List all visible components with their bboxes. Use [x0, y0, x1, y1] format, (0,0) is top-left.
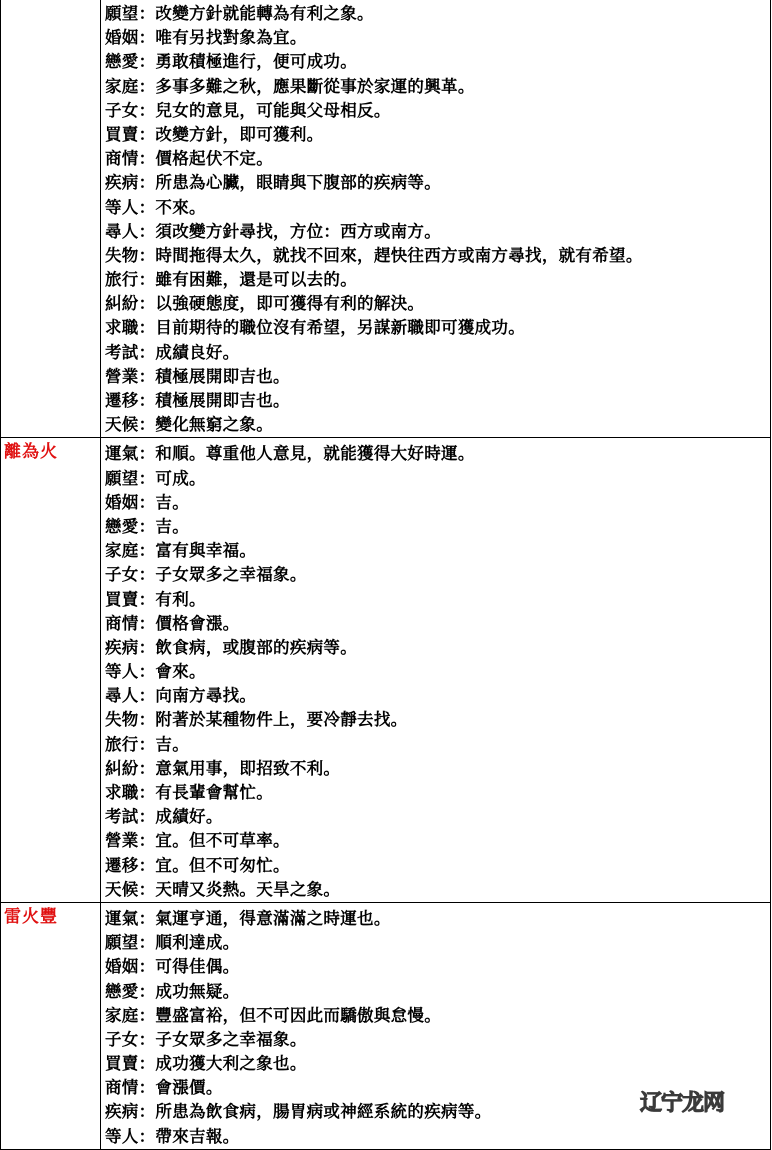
entry-line [105, 829, 770, 853]
entry-text: 變化無窮之象。 [155, 415, 274, 435]
entry-line [105, 854, 770, 878]
entry-key: 子女 [105, 1029, 139, 1049]
entry-key: 糾紛 [105, 758, 139, 778]
entry-separator: ： [138, 807, 156, 827]
entry-separator: ： [138, 1126, 156, 1146]
entry-text: 吉。 [155, 492, 190, 512]
entry-text: 改變方針就能轉為有利之象。 [155, 4, 374, 23]
entry-line [105, 1028, 770, 1052]
entry-line [105, 389, 770, 413]
entry-key: 子女 [105, 100, 139, 120]
entry-text: 積極展開即吉也。 [155, 366, 290, 386]
entry-line [105, 539, 770, 563]
entry-key: 失物 [105, 710, 139, 730]
entry-line [105, 588, 770, 612]
entry-key: 商情 [105, 613, 139, 633]
entry-line [105, 413, 770, 437]
entry-line [105, 26, 770, 50]
entries-cell [101, 438, 771, 903]
entry-text: 多事多難之秋，應果斷從事於家運的興革。 [155, 76, 475, 96]
entry-line [105, 467, 770, 491]
entry-text: 成功獲大利之象也。 [155, 1054, 307, 1074]
entry-key: 遷移 [105, 855, 139, 875]
entry-key: 商情 [105, 149, 139, 169]
entry-separator: ： [138, 758, 156, 778]
entry-line [105, 1052, 770, 1076]
entry-text: 須改變方針尋找，方位：西方或南方。 [155, 221, 442, 241]
entry-key: 戀愛 [105, 981, 139, 1001]
hexagram-name: 離為火 [1, 438, 101, 903]
entry-line [105, 442, 770, 466]
entry-separator: ： [138, 100, 156, 120]
entry-key: 家庭 [105, 541, 139, 561]
watermark-logo [640, 1086, 724, 1117]
entry-line [105, 1004, 770, 1028]
entry-separator: ： [138, 52, 156, 72]
entry-text: 成績好。 [155, 807, 223, 827]
entry-key: 運氣 [105, 444, 139, 464]
entry-separator: ： [138, 318, 156, 338]
entry-separator: ： [138, 468, 156, 488]
entry-key: 願望 [105, 4, 139, 23]
entry-line [105, 660, 770, 684]
entry-text: 宜。但不可草率。 [155, 831, 290, 851]
entry-separator: ： [138, 783, 156, 802]
entry-key: 尋人 [105, 686, 139, 706]
entry-separator: ： [138, 933, 156, 953]
entry-line [105, 563, 770, 587]
entry-line [105, 171, 770, 195]
entry-text: 時間拖得太久，就找不回來，趕快往西方或南方尋找，就有希望。 [155, 245, 643, 265]
entry-line [105, 980, 770, 1004]
entry-text: 有利。 [155, 589, 206, 609]
entry-line [105, 147, 770, 171]
entry-separator: ： [138, 149, 156, 169]
entry-text: 有長輩會幫忙。 [155, 783, 274, 802]
entry-separator: ： [138, 76, 156, 96]
entry-text: 唯有另找對象為宜。 [155, 28, 307, 48]
entry-separator: ： [138, 342, 156, 362]
entry-separator: ： [138, 444, 156, 464]
entry-separator: ： [138, 415, 156, 435]
entry-line [105, 733, 770, 757]
entry-key: 考試 [105, 342, 139, 362]
entry-separator: ： [138, 613, 156, 633]
entry-text: 和順。尊重他人意見，就能獲得大好時運。 [155, 444, 475, 464]
entry-line [105, 708, 770, 732]
entry-text: 所患為飲食病，腸胃病或神經系統的疾病等。 [155, 1102, 492, 1122]
entry-separator: ： [138, 957, 156, 977]
entry-key: 戀愛 [105, 516, 139, 536]
section-row [1, 0, 771, 438]
entry-key: 婚姻 [105, 957, 139, 977]
entry-separator: ： [138, 1029, 156, 1049]
entry-key: 旅行 [105, 270, 139, 290]
entry-line [105, 684, 770, 708]
entry-separator: ： [138, 197, 156, 217]
entry-line [105, 365, 770, 389]
entry-text: 成功無疑。 [155, 981, 240, 1001]
entry-line [105, 2, 770, 26]
entry-key: 疾病 [105, 1102, 139, 1122]
entry-text: 雖有困難，還是可以去的。 [155, 270, 358, 290]
entry-line [105, 268, 770, 292]
entry-line [105, 931, 770, 955]
entry-text: 天晴又炎熱。天旱之象。 [155, 879, 341, 899]
entry-line [105, 878, 770, 902]
entry-separator: ： [138, 366, 156, 386]
entry-key: 等人 [105, 1126, 139, 1146]
entry-separator: ： [138, 492, 156, 512]
entry-line [105, 907, 770, 931]
entry-text: 豐盛富裕，但不可因此而驕傲與怠慢。 [155, 1005, 442, 1025]
entry-key: 天候 [105, 879, 139, 899]
entry-text: 可成。 [155, 468, 206, 488]
entry-separator: ： [138, 270, 156, 290]
entry-line [105, 99, 770, 123]
watermark-part1: 辽宁 [640, 1091, 683, 1116]
entry-key: 婚姻 [105, 492, 139, 512]
entry-key: 等人 [105, 197, 139, 217]
entry-separator: ： [138, 637, 156, 657]
entry-key: 營業 [105, 831, 139, 851]
entry-line [105, 123, 770, 147]
entry-key: 願望 [105, 468, 139, 488]
entry-separator: ： [138, 565, 156, 585]
entry-key: 願望 [105, 933, 139, 953]
entry-key: 子女 [105, 565, 139, 585]
entry-key: 買賣 [105, 589, 139, 609]
entry-text: 向南方尋找。 [155, 686, 257, 706]
entry-separator: ： [138, 516, 156, 536]
hexagram-name [1, 0, 101, 438]
entry-text: 子女眾多之幸福象。 [155, 1029, 307, 1049]
entry-separator: ： [138, 686, 156, 706]
entry-separator: ： [138, 1078, 156, 1098]
entry-text: 勇敢積極進行，便可成功。 [155, 52, 358, 72]
entry-line [105, 196, 770, 220]
entry-key: 戀愛 [105, 52, 139, 72]
entry-key: 家庭 [105, 1005, 139, 1025]
entry-text: 吉。 [155, 734, 190, 754]
entry-text: 價格起伏不定。 [155, 149, 274, 169]
entry-separator: ： [138, 124, 156, 144]
entry-separator: ： [138, 541, 156, 561]
entry-text: 成績良好。 [155, 342, 240, 362]
entry-text: 帶來吉報。 [155, 1126, 240, 1146]
entry-separator: ： [138, 908, 156, 928]
entry-line [105, 781, 770, 805]
entry-separator: ： [138, 1102, 156, 1122]
entry-separator: ： [138, 589, 156, 609]
entry-line [105, 244, 770, 268]
entry-key: 求職 [105, 783, 139, 802]
entry-key: 失物 [105, 245, 139, 265]
entry-text: 積極展開即吉也。 [155, 391, 290, 410]
entry-text: 兒女的意見，可能與父母相反。 [155, 100, 391, 120]
section-row [1, 438, 771, 903]
entry-separator: ： [138, 221, 156, 241]
entry-key: 疾病 [105, 173, 139, 193]
entry-key: 買賣 [105, 124, 139, 144]
hexagram-name: 雷火豐 [1, 902, 101, 1149]
entry-key: 買賣 [105, 1054, 139, 1074]
entry-separator: ： [138, 710, 156, 730]
entry-text: 會漲價。 [155, 1078, 223, 1098]
entry-text: 目前期待的職位沒有希望，另謀新職即可獲成功。 [155, 318, 526, 338]
entry-text: 所患為心臟，眼睛與下腹部的疾病等。 [155, 173, 442, 193]
entry-line [105, 75, 770, 99]
entry-key: 運氣 [105, 908, 139, 928]
entry-key: 尋人 [105, 221, 139, 241]
entry-text: 改變方針，即可獲利。 [155, 124, 324, 144]
entry-separator: ： [138, 981, 156, 1001]
entry-line [105, 50, 770, 74]
entry-line [105, 515, 770, 539]
entry-text: 富有與幸福。 [155, 541, 257, 561]
entry-key: 考試 [105, 807, 139, 827]
entry-separator: ： [138, 855, 156, 875]
entry-text: 以強硬態度，即可獲得有利的解決。 [155, 294, 425, 314]
entry-text: 不來。 [155, 197, 206, 217]
entry-separator: ： [138, 831, 156, 851]
entry-line [105, 636, 770, 660]
entry-separator: ： [138, 294, 156, 314]
entry-separator: ： [138, 245, 156, 265]
entry-text: 宜。但不可匆忙。 [155, 855, 290, 875]
watermark-part2: 龙网 [682, 1091, 725, 1116]
entry-separator: ： [138, 734, 156, 754]
entry-key: 疾病 [105, 637, 139, 657]
entry-line [105, 220, 770, 244]
entry-separator: ： [138, 879, 156, 899]
entry-line [105, 341, 770, 365]
entry-text: 吉。 [155, 516, 190, 536]
entry-line [105, 292, 770, 316]
entry-line [105, 757, 770, 781]
entry-text: 可得佳偶。 [155, 957, 240, 977]
entry-text: 意氣用事，即招致不利。 [155, 758, 341, 778]
entry-key: 家庭 [105, 76, 139, 96]
entry-line [105, 316, 770, 340]
entry-line [105, 805, 770, 829]
entry-separator: ： [138, 1005, 156, 1025]
entry-text: 順利達成。 [155, 933, 240, 953]
entry-text: 附著於某種物件上，要冷靜去找。 [155, 710, 408, 730]
entry-separator: ： [138, 28, 156, 48]
entry-key: 營業 [105, 366, 139, 386]
entry-line [105, 1125, 770, 1149]
entry-key: 商情 [105, 1078, 139, 1098]
entry-text: 氣運亨通，得意滿滿之時運也。 [155, 908, 391, 928]
entry-key: 等人 [105, 662, 139, 682]
entry-separator: ： [138, 4, 156, 23]
entry-separator: ： [138, 662, 156, 682]
entry-text: 會來。 [155, 662, 206, 682]
entry-text: 飲食病，或腹部的疾病等。 [155, 637, 358, 657]
entry-separator: ： [138, 1054, 156, 1074]
entries-cell [101, 0, 771, 438]
entry-text: 價格會漲。 [155, 613, 240, 633]
entry-line [105, 491, 770, 515]
entry-key: 遷移 [105, 391, 139, 410]
entry-separator: ： [138, 173, 156, 193]
entry-line [105, 612, 770, 636]
entry-key: 糾紛 [105, 294, 139, 314]
entry-line [105, 955, 770, 979]
entry-separator: ： [138, 391, 156, 410]
entry-key: 求職 [105, 318, 139, 338]
entry-text: 子女眾多之幸福象。 [155, 565, 307, 585]
entry-key: 婚姻 [105, 28, 139, 48]
entry-key: 旅行 [105, 734, 139, 754]
entry-key: 天候 [105, 415, 139, 435]
